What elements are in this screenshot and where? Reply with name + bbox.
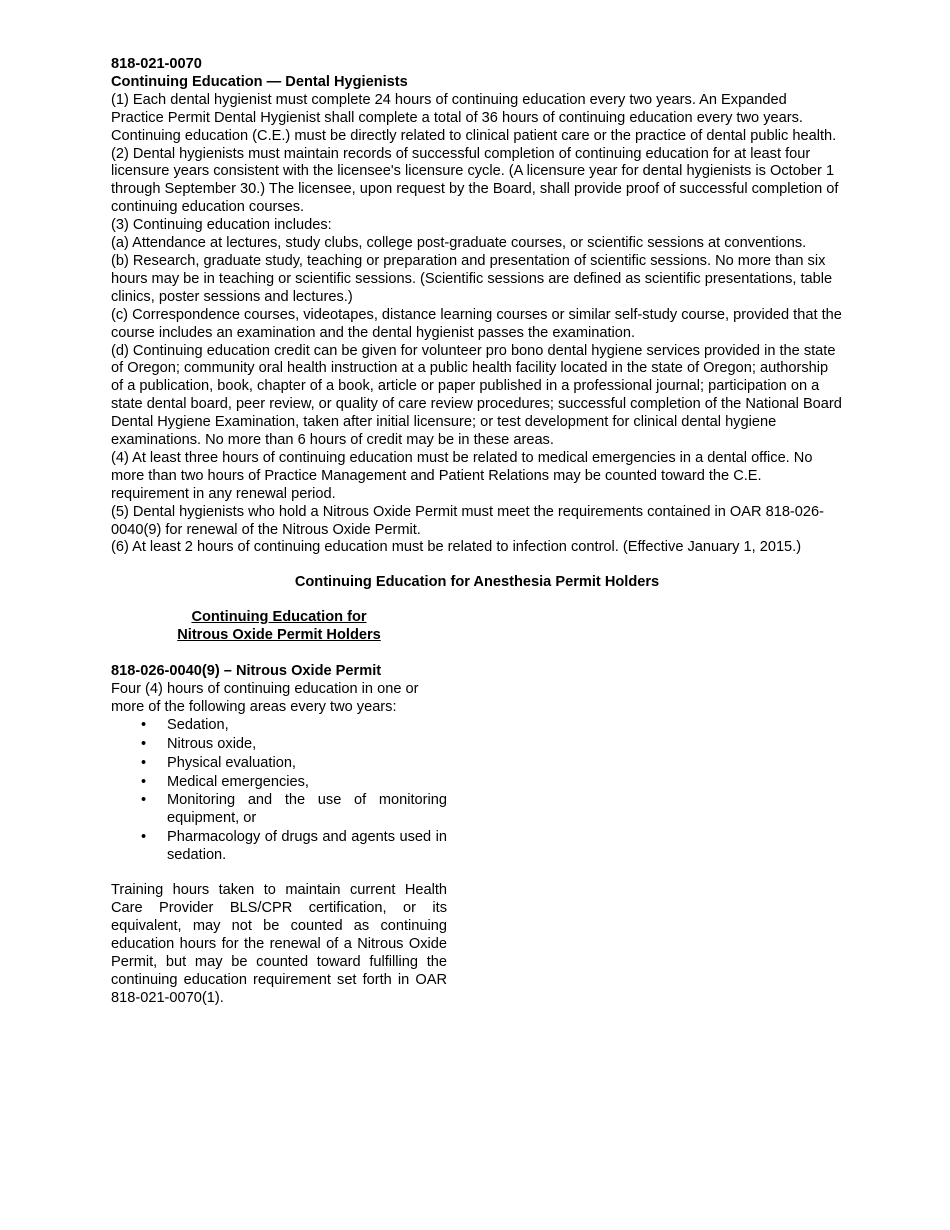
rule-title: Continuing Education — Dental Hygienists [111, 73, 408, 90]
document-page [111, 56, 843, 1007]
anesthesia-heading: Continuing Education for Anesthesia Permit Holders [294, 574, 660, 591]
rule-body [111, 92, 843, 558]
bullet-icon: • [141, 792, 147, 809]
area-label: Medical emergencies, [167, 773, 309, 790]
list-item [111, 774, 447, 792]
rule-paragraph-1: (1) Each dental hygienist must complete 24 hours of continuing education every two years. An Expanded Practice Permit Dental Hygienist shall complete a total of 36 hours of continuing education every two years. Continuing education (C.E.) must be directly related to clinical patient care or the practice of dental public health. [111, 91, 837, 144]
nitrous-section-heading [111, 609, 447, 645]
bullet-icon: • [141, 829, 147, 846]
list-item [111, 829, 447, 865]
area-label: Pharmacology of drugs and agents used in sedation. [167, 829, 447, 864]
rule-paragraph-3: (3) Continuing education includes: [111, 217, 332, 234]
bullet-icon: • [141, 754, 147, 771]
nitrous-heading-line-1: Continuing Education for [191, 609, 367, 626]
list-item [111, 792, 447, 828]
nitrous-section [111, 609, 447, 1007]
rule-paragraph-6: (6) At least 2 hours of continuing education must be related to infection control. (Effective January 1, 2015.) [111, 539, 802, 556]
bullet-icon: • [141, 735, 147, 752]
area-list [111, 717, 447, 865]
training-note: Training hours taken to maintain current Health Care Provider BLS/CPR certification, or its equivalent, may not be counted as continuing education hours for the renewal of a Nitrous Oxide Permit, but may be counted toward fulfilling the continuing education requirement set forth in OAR 818-021-0070(1). [111, 882, 447, 1006]
area-label: Monitoring and the use of monitoring equipment, or [167, 792, 447, 827]
list-item [111, 755, 447, 773]
permit-heading: 818-026-0040(9) – Nitrous Oxide Permit [111, 663, 382, 680]
bullet-icon: • [141, 716, 147, 733]
rule-paragraph-2: (2) Dental hygienists must maintain records of successful completion of continuing education for at least four licensure years consistent with the licensee's licensure cycle. (A licensure year for dental hygienists is October 1 through September 30.) The licensee, upon request by the Board, shall provide proof of successful completion of continuing education courses. [111, 145, 839, 216]
list-item [111, 717, 447, 735]
rule-paragraph-3a: (a) Attendance at lectures, study clubs, college post-graduate courses, or scientific sessions at conventions. [111, 235, 807, 252]
area-label: Sedation, [167, 716, 229, 733]
list-item [111, 736, 447, 754]
rule-paragraph-4: (4) At least three hours of continuing education must be related to medical emergencies in a dental office. No more than two hours of Practice Management and Patient Relations may be counted toward the C.E. requirement in any renewal period. [111, 449, 813, 502]
nitrous-heading-line-2: Nitrous Oxide Permit Holders [177, 627, 381, 644]
area-label: Physical evaluation, [167, 754, 296, 771]
permit-intro: Four (4) hours of continuing education in one or more of the following areas every two years: [111, 681, 419, 715]
rule-number: 818-021-0070 [111, 56, 202, 72]
area-label: Nitrous oxide, [167, 735, 257, 752]
rule-paragraph-3c: (c) Correspondence courses, videotapes, distance learning courses or similar self-study course, provided that the course includes an examination and the dental hygienist passes the examination. [111, 306, 842, 341]
rule-paragraph-5: (5) Dental hygienists who hold a Nitrous Oxide Permit must meet the requirements contained in OAR 818-026-0040(9) for renewal of the Nitrous Oxide Permit. [111, 503, 824, 538]
bullet-icon: • [141, 773, 147, 790]
rule-paragraph-3d: (d) Continuing education credit can be given for volunteer pro bono dental hygiene services provided in the state of Oregon; community oral health instruction at a public health facility located in the state of Oregon; authorship of a publication, book, chapter of a book, article or paper published in a professional journal; participation on a state dental board, peer review, or quality of care review procedures; successful completion of the National Board Dental Hygiene Examination, taken after initial licensure; or test development for clinical dental hygiene examinations. No more than 6 hours of credit may be in these areas. [111, 342, 842, 449]
rule-paragraph-3b: (b) Research, graduate study, teaching or preparation and presentation of scientific sessions. No more than six hours may be in teaching or scientific sessions. (Scientific sessions are defined as scientific presentations, table clinics, poster sessions and lectures.) [111, 252, 833, 305]
